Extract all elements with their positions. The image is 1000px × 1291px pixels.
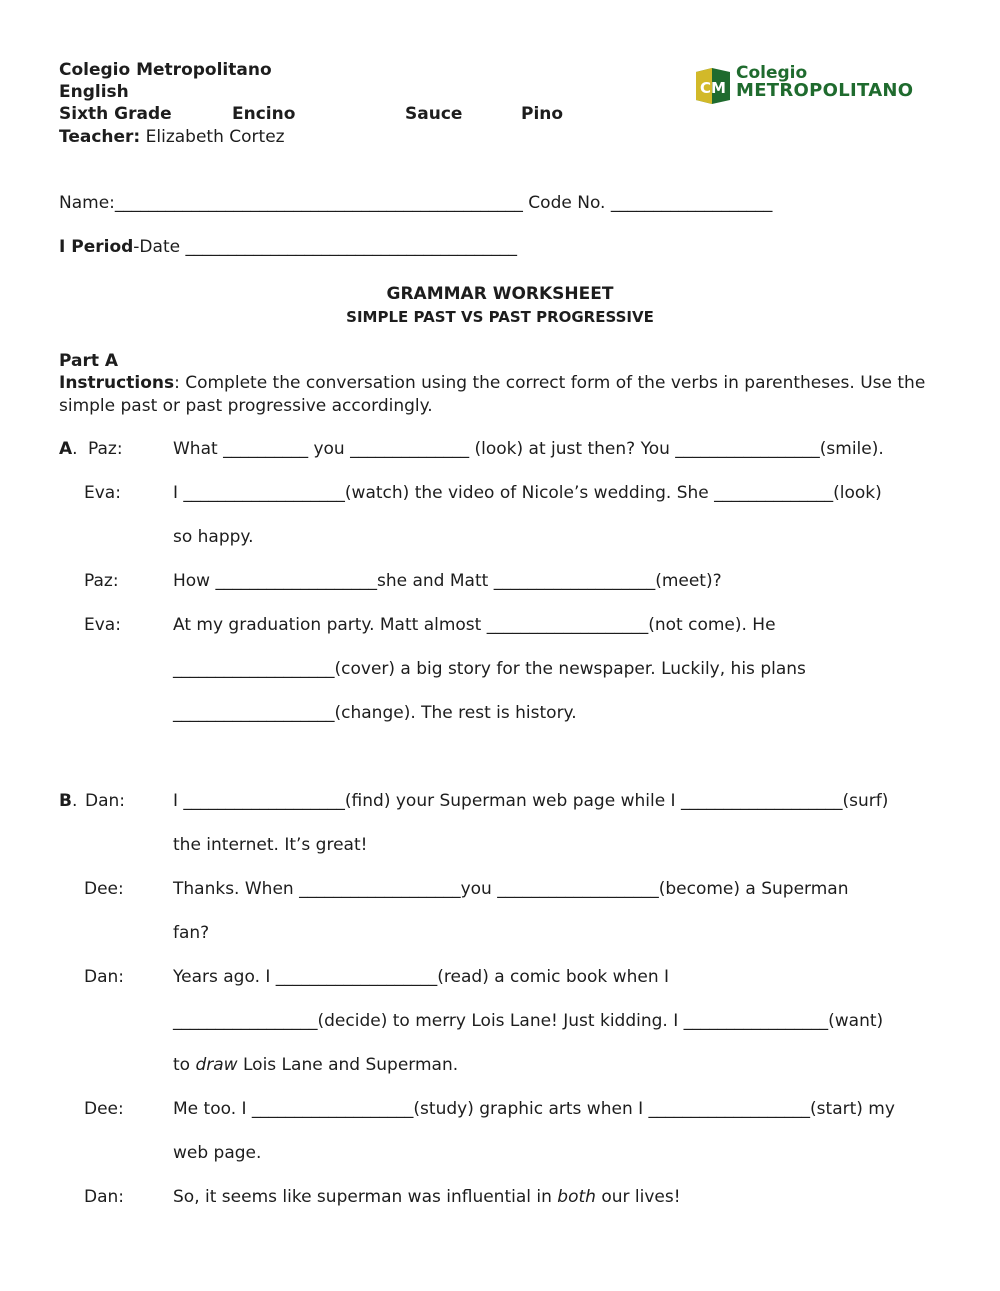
logo-mark-icon	[694, 66, 732, 106]
dialog-b-letter: B	[59, 791, 72, 811]
dialog-a-line-2[interactable]: I ___________________(watch) the video of Nicole’s wedding. She ______________(look)	[173, 483, 882, 503]
dialog-b-line-5[interactable]: Years ago. I ___________________(read) a comic book when I	[173, 967, 670, 987]
dialog-b-line-7-pre: to	[173, 1055, 196, 1075]
instructions-line1	[59, 372, 925, 394]
dialog-b-speaker-1: Dan:	[85, 791, 126, 811]
worksheet-title: GRAMMAR WORKSHEET	[386, 284, 614, 304]
dialog-a-line-6[interactable]: ___________________(cover) a big story for the newspaper. Luckily, his plans	[173, 659, 806, 679]
dialog-a-speaker-5: Eva:	[84, 615, 121, 635]
logo-line2: METROPOLITANO	[736, 80, 914, 101]
dialog-a-letter: A	[59, 439, 73, 459]
section-pino: Pino	[521, 104, 564, 124]
name-field-line	[59, 192, 772, 214]
worksheet-subtitle: SIMPLE PAST VS PAST PROGRESSIVE	[346, 308, 654, 326]
dialog-b-line-1[interactable]: I ___________________(find) your Superman web page while I ___________________(surf)	[173, 791, 889, 811]
dialog-b-line-6[interactable]: _________________(decide) to merry Lois Lane! Just kidding. I _________________(want)	[173, 1011, 884, 1031]
subject: English	[59, 82, 129, 102]
dialog-b-marker: B.	[59, 791, 78, 811]
dialog-a-marker: A.	[59, 439, 78, 459]
grade: Sixth Grade	[59, 104, 172, 124]
date-label: -Date	[133, 237, 181, 257]
section-encino: Encino	[232, 104, 296, 124]
code-input-blank[interactable]: ___________________	[610, 193, 773, 213]
dialog-a-line-7[interactable]: ___________________(change). The rest is history.	[173, 703, 577, 723]
dialog-b-line-3[interactable]: Thanks. When ___________________you ___________________(become) a Superman	[173, 879, 849, 899]
dialog-b-speaker-8: Dee:	[84, 1099, 124, 1119]
dialog-a-speaker-1: Paz:	[88, 439, 123, 459]
code-label: Code No.	[528, 193, 606, 213]
dialog-b-line-10-em: both	[557, 1187, 596, 1207]
logo-mark-text: CM	[700, 79, 726, 97]
dialog-b-speaker-10: Dan:	[84, 1187, 125, 1207]
dialog-b-speaker-3: Dee:	[84, 879, 124, 899]
dialog-b-line-7-em: draw	[195, 1055, 238, 1075]
instructions-label: Instructions	[59, 373, 175, 393]
school-name: Colegio Metropolitano	[59, 60, 272, 80]
dialog-a-speaker-2: Eva:	[84, 483, 121, 503]
instructions-line2: simple past or past progressive accordingly.	[59, 396, 433, 416]
dialog-b-line-10-post: our lives!	[595, 1187, 681, 1207]
name-label: Name:	[59, 193, 115, 213]
teacher-name: Elizabeth Cortez	[145, 127, 285, 147]
dialog-b-line-10-pre: So, it seems like superman was influential in	[173, 1187, 558, 1207]
period-label: I Period	[59, 237, 134, 257]
dialog-b-line-2: the internet. It’s great!	[173, 835, 368, 855]
dialog-a-speaker-4: Paz:	[84, 571, 119, 591]
dialog-a-line-1[interactable]: What __________ you ______________ (look) at just then? You _________________(smile).	[173, 439, 884, 459]
dialog-b-line-7-post: Lois Lane and Superman.	[237, 1055, 459, 1075]
teacher-label: Teacher:	[59, 127, 141, 147]
date-input-blank[interactable]: _______________________________________	[185, 237, 517, 257]
dialog-b-line-8[interactable]: Me too. I ___________________(study) graphic arts when I ___________________(start) my	[173, 1099, 895, 1119]
school-logo	[694, 64, 914, 108]
dialog-b-speaker-5: Dan:	[84, 967, 125, 987]
dialog-b-line-4: fan?	[173, 923, 210, 943]
dialog-b-line-10	[173, 1186, 681, 1208]
period-date-line	[59, 236, 517, 258]
name-input-blank[interactable]: ________________________________________________	[114, 193, 523, 213]
dialog-b-line-7	[173, 1054, 458, 1076]
teacher-line	[59, 126, 285, 148]
dialog-a-line-5[interactable]: At my graduation party. Matt almost ___________________(not come). He	[173, 615, 776, 635]
logo-line1: Colegio	[736, 63, 808, 83]
logo-text	[736, 64, 913, 100]
dialog-a-line-3: so happy.	[173, 527, 254, 547]
dialog-b-line-9: web page.	[173, 1143, 262, 1163]
section-sauce: Sauce	[405, 104, 463, 124]
part-a-label: Part A	[59, 351, 119, 371]
dialog-a-line-4[interactable]: How ___________________she and Matt ___________________(meet)?	[173, 571, 722, 591]
instructions-text1: : Complete the conversation using the correct form of the verbs in parentheses. Use the	[174, 373, 926, 393]
